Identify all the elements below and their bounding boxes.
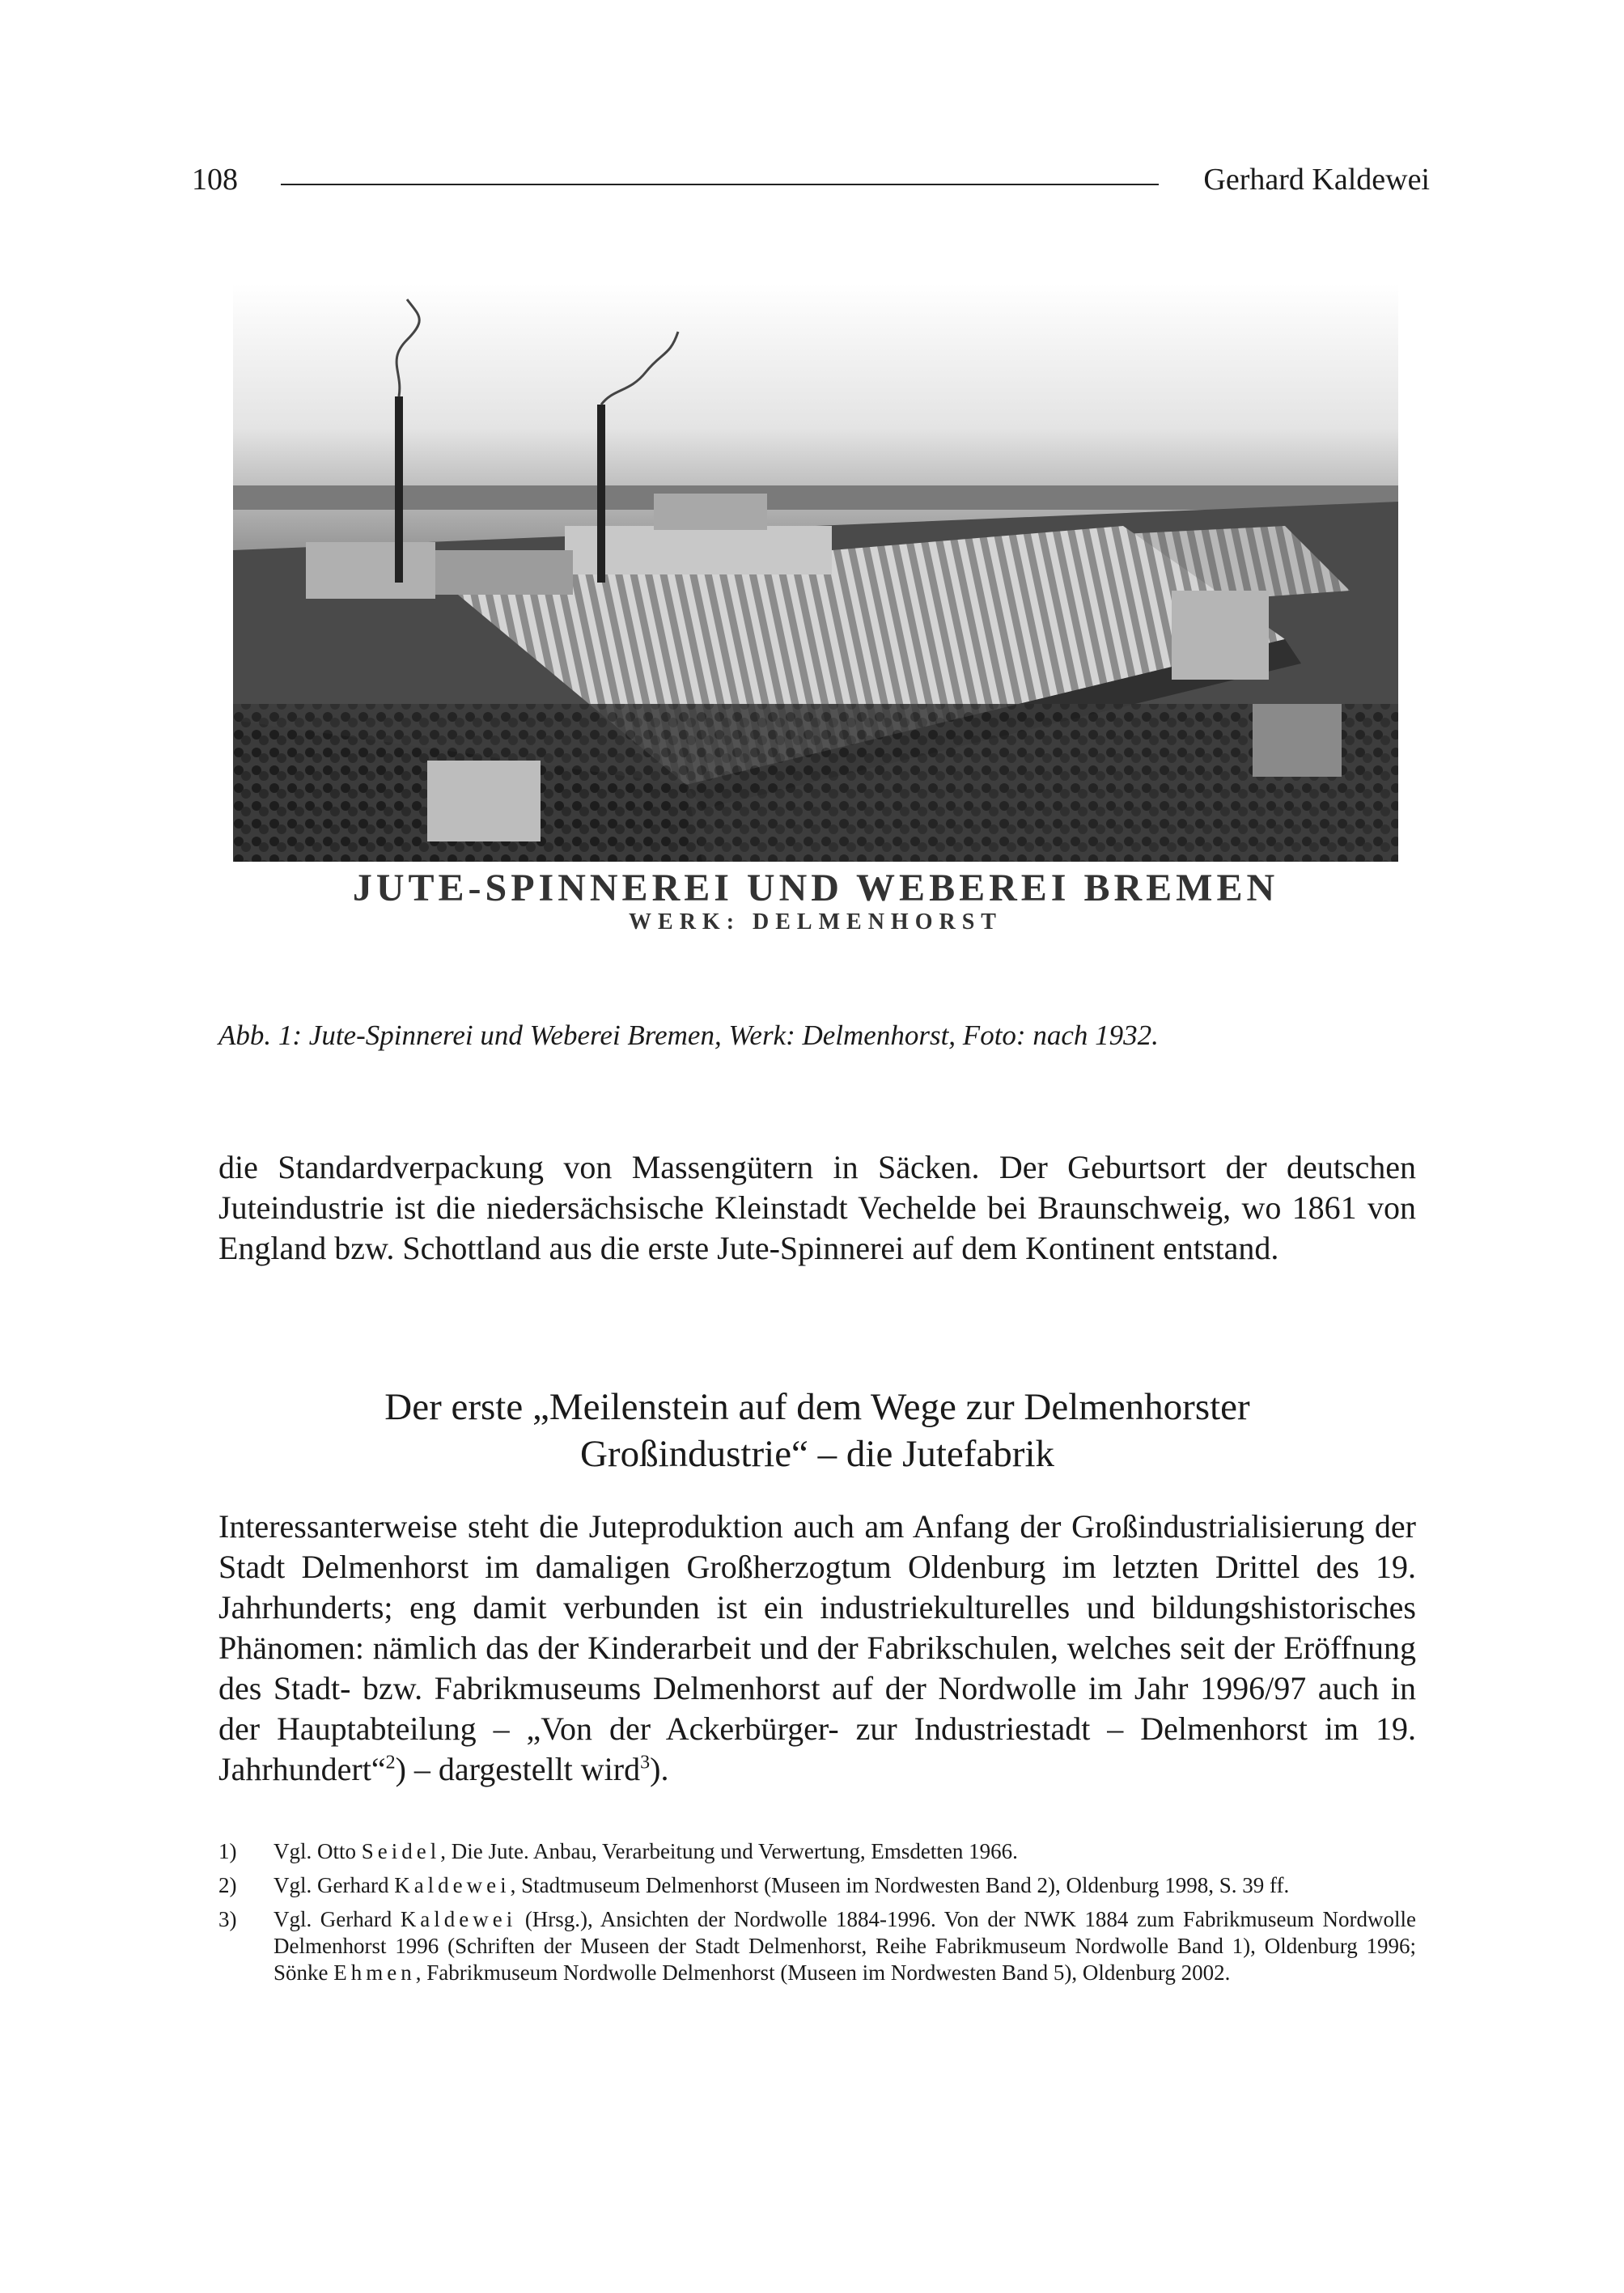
plate-inscription	[233, 867, 1398, 935]
footnote-author: Seidel	[361, 1839, 441, 1863]
footnote-text: Vgl. Gerhard	[273, 1873, 395, 1897]
footnote-author: Ehmen	[333, 1960, 416, 1985]
page-number: 108	[192, 163, 238, 197]
footnote-ref-2[interactable]: 2	[385, 1752, 396, 1774]
section-heading-line2: Großindustrie“ – die Jutefabrik	[579, 1433, 1055, 1475]
footnote-number: 3)	[218, 1907, 237, 1931]
footnote-ref-3[interactable]: 3	[640, 1752, 651, 1774]
figure-caption: Abb. 1: Jute-Spinnerei und Weberei Bremen, Werk: Delmenhorst, Foto: nach 1932.	[218, 1019, 1159, 1051]
section-heading-line1: Der erste „Meilenstein auf dem Wege zur Delmenhorster	[384, 1386, 1250, 1428]
footnote-number: 2)	[218, 1873, 237, 1897]
footnote-text: , Stadtmuseum Delmenhorst (Museen im Nordwesten Band 2), Oldenburg 1998, S. 39 ff.	[510, 1873, 1290, 1897]
footnote-text: (Hrsg.), Ansichten der Nordwolle 1884-1996. Von der NWK 1884 zum Fabrikmuseum Nordwolle Delmenhorst 1996 (Schriften der Museen der Stadt Delmenhorst, Reihe Fabrikmuseum Nordwolle Band 1), Oldenburg 1996; Sönke	[273, 1907, 1416, 1985]
footnote-author: Kaldewei	[394, 1873, 511, 1897]
footnote-1	[218, 1838, 1416, 1865]
figure	[233, 283, 1398, 935]
footnote-text: Vgl. Gerhard	[273, 1907, 401, 1931]
paragraph-2-text-end: ).	[650, 1751, 669, 1787]
inscription-subtitle: WERK: DELMENHORST	[629, 909, 1003, 935]
paragraph-2-text-middle: ) – dargestellt wird	[395, 1751, 641, 1787]
factory-illustration	[233, 283, 1398, 862]
paragraph-2	[218, 1507, 1416, 1790]
paragraph-1: die Standardverpackung von Massengütern in Säcken. Der Geburtsort der deutschen Juteindustrie ist die niedersächsische Kleinstadt Vechelde bei Braunschweig, wo 1861 von England bzw. Schottland aus die erste Jute-Spinnerei auf dem Kontinent entstand.	[218, 1149, 1416, 1266]
footnote-3	[218, 1906, 1416, 1986]
footnote-text: , Die Jute. Anbau, Verarbeitung und Verwertung, Emsdetten 1966.	[440, 1839, 1018, 1863]
footnote-number: 1)	[218, 1839, 237, 1863]
footnote-text: , Fabrikmuseum Nordwolle Delmenhorst (Museen im Nordwesten Band 5), Oldenburg 2002.	[415, 1960, 1231, 1985]
footnote-author: Kaldewei	[400, 1907, 517, 1931]
running-header	[192, 162, 1430, 210]
section-heading	[218, 1384, 1416, 1477]
header-rule	[281, 184, 1159, 185]
footnotes	[218, 1838, 1416, 1994]
footnote-text: Vgl. Otto	[273, 1839, 362, 1863]
paragraph-2-text: Interessanterweise steht die Juteproduktion auch am Anfang der Großindustrialisierung der Stadt Delmenhorst im damaligen Großherzogtum Oldenburg im letzten Drittel des 19. Jahrhunderts; eng damit verbunden ist ein industriekulturelles und bildungshistorisches Phänomen: nämlich das der Kinderarbeit und der Fabrikschulen, welches seit der Eröffnung des Stadt- bzw. Fabrikmuseums Delmenhorst auf der Nordwolle im Jahr 1996/97 auch in der Hauptabteilung – „Von der Ackerbürger- zur Industriestadt – Delmenhorst im 19. Jahrhundert“	[218, 1508, 1416, 1787]
footnote-2	[218, 1872, 1416, 1899]
inscription-title: JUTE-SPINNEREI UND WEBEREI BREMEN	[352, 867, 1279, 909]
running-header-author: Gerhard Kaldewei	[1203, 163, 1430, 197]
